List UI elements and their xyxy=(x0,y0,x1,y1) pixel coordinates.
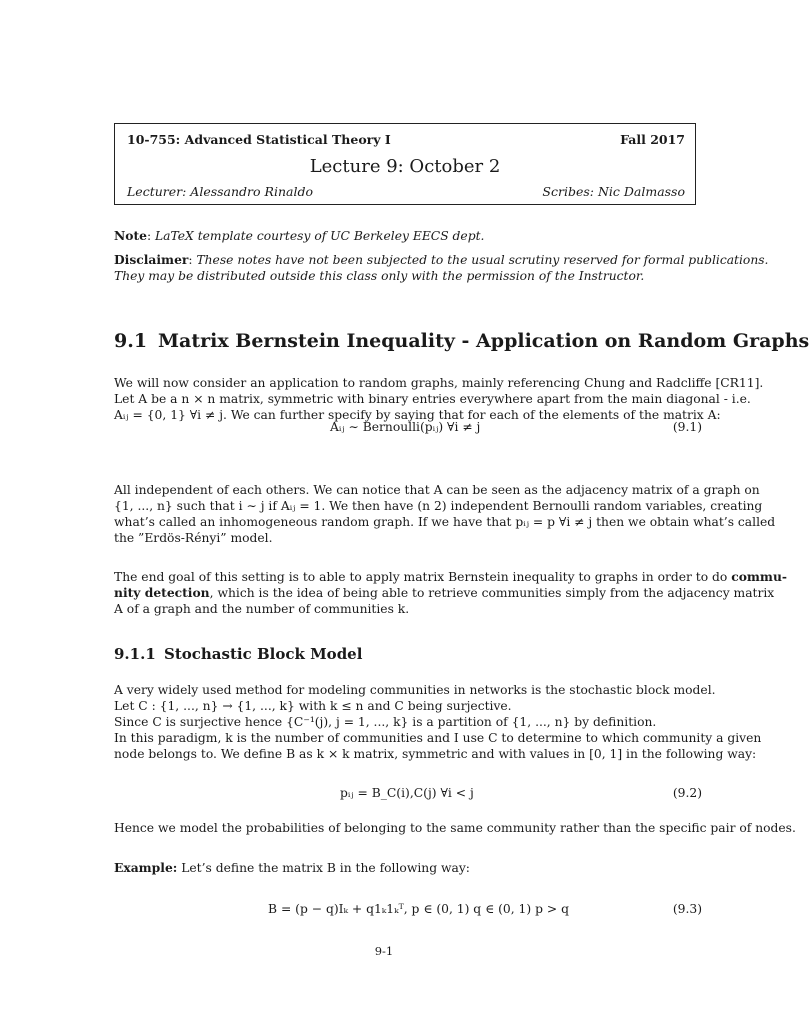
equation-9-2-tag: (9.2) xyxy=(672,786,702,800)
sbm-line-3: Since C is surjective hence {C⁻¹(j), j = 1, ..., k} is a partition of {1, ..., n} by definition. xyxy=(114,715,657,729)
equation-9-1-body: Aᵢⱼ ∼ Bernoulli(pᵢⱼ) ∀i ≠ j xyxy=(330,420,481,434)
intro-line-1: We will now consider an application to random graphs, mainly referencing Chung and Radcliffe [CR11]. xyxy=(114,376,764,390)
graph-line-2: {1, ..., n} such that i ∼ j if Aᵢⱼ = 1. We then have (n 2) independent Bernoulli random variables, creating xyxy=(114,499,763,513)
section-title: Matrix Bernstein Inequality - Application on Random Graphs xyxy=(158,330,809,352)
lecture-title: Lecture 9: October 2 xyxy=(309,156,501,177)
example-paragraph xyxy=(114,860,702,876)
model-line-1: Hence we model the probabilities of belonging to the same community rather than the specific pair of nodes. xyxy=(114,821,796,835)
sbm-line-5: node belongs to. We define B as k × k matrix, symmetric and with values in [0, 1] in the following way: xyxy=(114,747,757,761)
sbm-line-4: In this paradigm, k is the number of communities and I use C to determine to which community a given xyxy=(114,731,762,745)
equation-9-3-tag: (9.3) xyxy=(672,902,702,916)
lecture-header-box xyxy=(114,123,696,205)
course-title: 10-755: Advanced Statistical Theory I xyxy=(127,132,391,147)
graph-line-4: the ”Erdös-Rényi” model. xyxy=(114,531,273,545)
section-number: 9.1 xyxy=(114,330,148,352)
graph-line-1: All independent of each others. We can notice that A can be seen as the adjacency matrix of a graph on xyxy=(114,483,760,497)
intro-line-3: Aᵢⱼ = {0, 1} ∀i ≠ j. We can further specify by saying that for each of the elements of the matrix A: xyxy=(114,408,721,422)
graph-paragraph xyxy=(114,482,776,546)
equation-9-1-tag: (9.1) xyxy=(672,420,702,434)
equation-9-3-body: B = (p − q)Iₖ + q1ₖ1ₖᵀ, p ∈ (0, 1) q ∈ (0, 1) p > q xyxy=(268,902,569,916)
lecturer-name: Lecturer: Alessandro Rinaldo xyxy=(127,184,313,199)
term-label: Fall 2017 xyxy=(620,132,685,147)
example-label: Example: xyxy=(114,860,178,875)
intro-paragraph xyxy=(114,375,764,423)
goal-line-1-bold: commu- xyxy=(731,569,787,584)
scribes-name: Scribes: Nic Dalmasso xyxy=(542,184,685,199)
page-number: 9-1 xyxy=(374,944,394,958)
graph-line-3: what’s called an inhomogeneous random graph. If we have that pᵢⱼ = p ∀i ≠ j then we obtain what’s called xyxy=(114,515,776,529)
equation-9-2-body: pᵢⱼ = B_C(i),C(j) ∀i < j xyxy=(340,786,474,800)
goal-line-3: A of a graph and the number of communities k. xyxy=(114,602,410,616)
subsection-number: 9.1.1 xyxy=(114,645,156,663)
disclaimer-label: Disclaimer xyxy=(114,252,189,267)
subsection-title: Stochastic Block Model xyxy=(164,645,363,663)
section-heading xyxy=(114,330,809,352)
intro-line-2: Let A be a n × n matrix, symmetric with binary entries everywhere apart from the main diagonal - i.e. xyxy=(114,392,751,406)
sbm-line-2: Let C : {1, ..., n} → {1, ..., k} with k ≤ n and C being surjective. xyxy=(114,699,512,713)
goal-line-1-text: The end goal of this setting is to able to apply matrix Bernstein inequality to graphs in order to do xyxy=(114,570,732,584)
subsection-heading xyxy=(114,645,362,663)
sbm-paragraph xyxy=(114,682,762,762)
disclaimer-paragraph: Disclaimer: These notes have not been subjected to the usual scrutiny reserved for formal publications. They may be distributed outside this class only with the permission of the Instructor. xyxy=(114,252,769,283)
example-text: Let’s define the matrix B in the following way: xyxy=(177,861,470,875)
disclaimer-line-2: They may be distributed outside this class only with the permission of the Instructor. xyxy=(114,269,645,283)
goal-paragraph xyxy=(114,569,787,617)
goal-line-2-text: , which is the idea of being able to retrieve communities simply from the adjacency matrix xyxy=(209,586,775,600)
model-paragraph xyxy=(114,820,796,836)
sbm-line-1: A very widely used method for modeling communities in networks is the stochastic block model. xyxy=(114,683,716,697)
note-text: LaTeX template courtesy of UC Berkeley EECS dept. xyxy=(155,229,485,243)
note-paragraph: Note: LaTeX template courtesy of UC Berkeley EECS dept. xyxy=(114,228,485,243)
note-label: Note xyxy=(114,228,147,243)
goal-line-2-bold: nity detection xyxy=(114,585,210,600)
disclaimer-line-1: These notes have not been subjected to the usual scrutiny reserved for formal publications. xyxy=(196,253,769,267)
